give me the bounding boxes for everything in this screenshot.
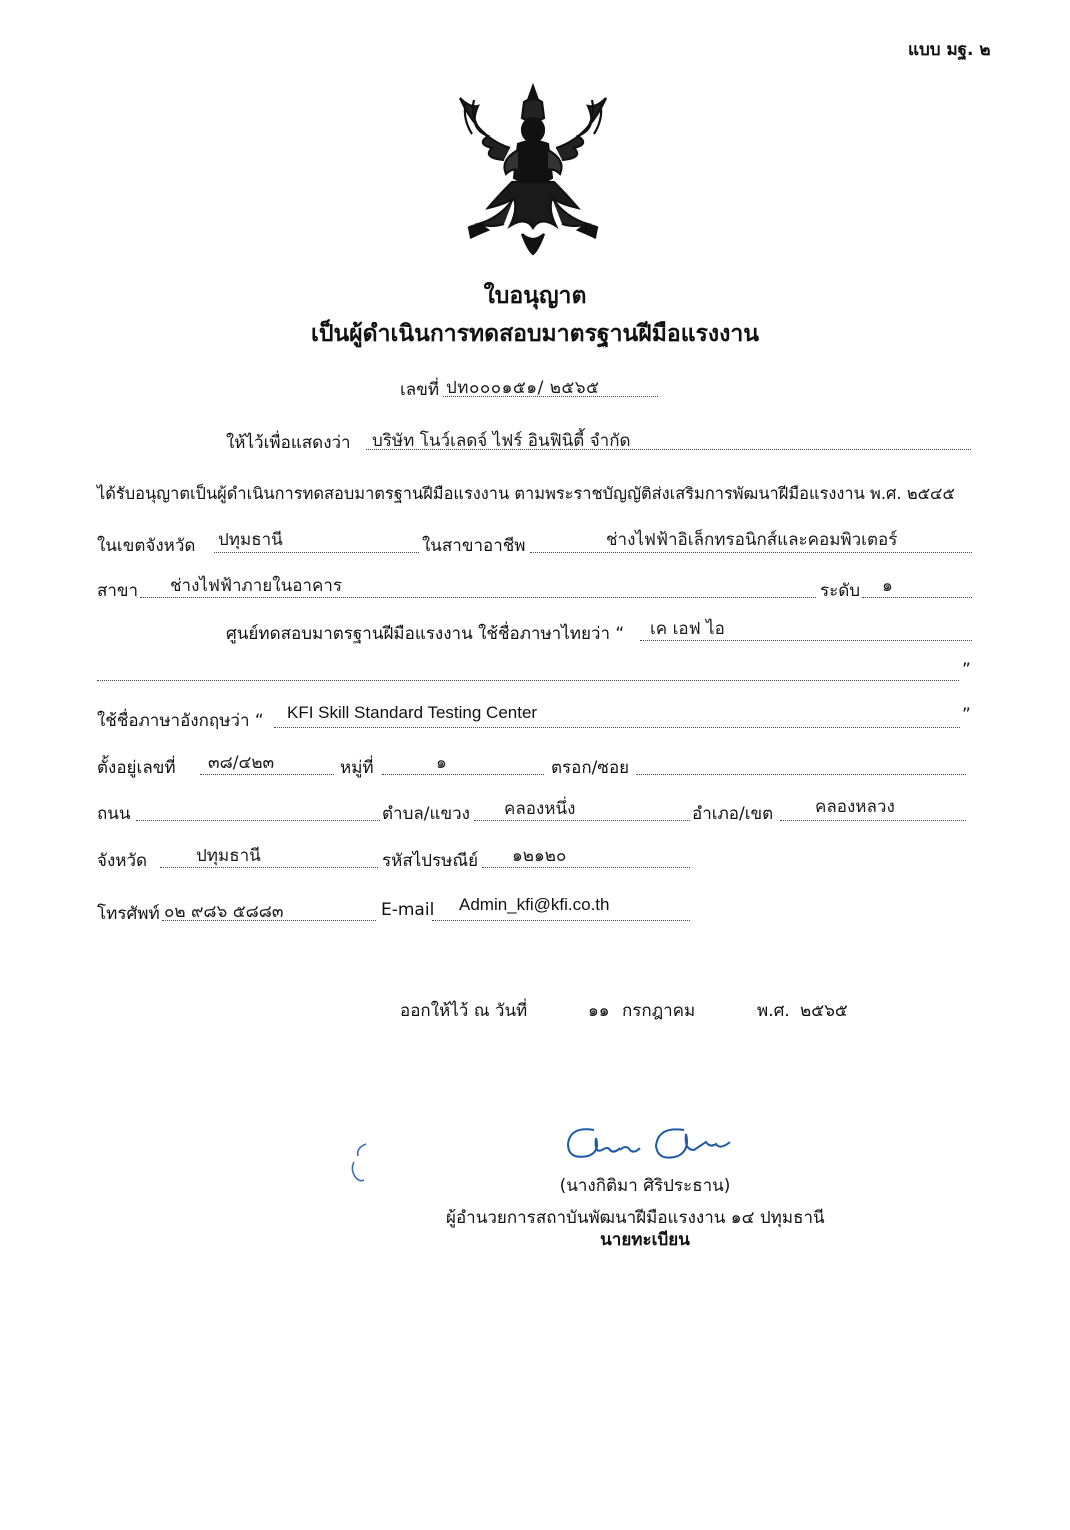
document-title: ใบอนุญาต [483,283,587,309]
signatory-name: (นางกิติมา ศิริประธาน) [559,1176,731,1196]
license-number: ปท๐๐๐๑๕๑/ ๒๕๖๕ [446,378,600,398]
level-label: ระดับ [820,581,861,601]
moo-label: หมู่ที่ [340,758,374,778]
postal-label: รหัสไปรษณีย์ [382,851,479,871]
center-english-line [274,727,960,728]
soi-line [636,774,966,775]
address-province-label: จังหวัด [97,851,148,871]
road-line [136,820,380,821]
email-line [432,920,690,921]
house-number-label: ตั้งอยู่เลขที่ [97,758,176,778]
postal-code: ๑๒๑๒๐ [512,846,567,866]
center-english-label: ใช้ชื่อภาษาอังกฤษว่า “ [97,711,264,731]
level-line [862,597,972,598]
address-province: ปทุมธานี [196,846,261,866]
form-code: แบบ มฐ. ๒ [908,40,991,60]
soi-label: ตรอก/ซอย [551,758,630,778]
center-english-close-quote: ” [962,705,971,725]
district-label: อำเภอ/เขต [692,804,774,824]
road-label: ถนน [97,804,131,824]
scope-province-label: ในเขตจังหวัด [97,536,196,556]
level: ๑ [882,576,893,596]
signature-icon [560,1120,740,1170]
garuda-emblem-icon [448,78,618,258]
holder-label: ให้ไว้เพื่อแสดงว่า [226,433,351,453]
holder-name: บริษัท โนว์เลดจ์ ไฟร์ อินฟินิตี้ จำกัด [372,431,631,451]
center-thai-name: เค เอฟ ไอ [650,619,725,639]
phone-label: โทรศัพท์ [97,904,160,924]
subdistrict: คลองหนึ่ง [504,799,576,819]
subdistrict-label: ตำบล/แขวง [382,804,470,824]
moo: ๑ [436,753,447,773]
issue-year: ๒๕๖๕ [800,1001,848,1021]
district: คลองหลวง [815,797,895,817]
document-subtitle: เป็นผู้ดำเนินการทดสอบมาตรฐานฝีมือแรงงาน [311,321,759,347]
email-label: E-mail [381,900,435,920]
license-statement: ได้รับอนุญาตเป็นผู้ดำเนินการทดสอบมาตรฐานฝีมือแรงงาน ตามพระราชบัญญัติส่งเสริมการพัฒนาฝีมือแรงงาน พ.ศ. ๒๕๔๕ [97,484,955,503]
issue-year-label: พ.ศ. [757,1001,790,1021]
occupation: ช่างไฟฟ้าอิเล็กทรอนิกส์และคอมพิวเตอร์ [606,530,898,550]
scope-province: ปทุมธานี [218,530,283,550]
phone-number: ๐๒ ๙๘๖ ๕๘๘๓ [164,902,284,922]
center-thai-label: ศูนย์ทดสอบมาตรฐานฝีมือแรงงาน ใช้ชื่อภาษาไทยว่า “ [226,624,625,644]
center-thai-line-2 [97,680,959,681]
moo-line [382,774,544,775]
issue-month: กรกฎาคม [622,1001,696,1021]
license-number-label: เลขที่ [400,380,440,400]
occupation-label: ในสาขาอาชีพ [422,536,526,556]
issue-day: ๑๑ [588,1001,610,1021]
branch-label: สาขา [97,581,139,601]
signatory-position: ผู้อำนวยการสถาบันพัฒนาฝีมือแรงงาน ๑๔ ปทุมธานี [446,1208,825,1228]
house-number: ๓๘/๔๒๓ [208,753,275,773]
center-english-name: KFI Skill Standard Testing Center [287,703,538,722]
center-thai-close-quote: ” [962,660,971,680]
branch: ช่างไฟฟ้าภายในอาคาร [170,576,342,596]
signatory-role: นายทะเบียน [600,1230,690,1250]
email-address: Admin_kfi@kfi.co.th [459,895,610,914]
issue-date-label: ออกให้ไว้ ณ วันที่ [400,1001,528,1021]
district-line [780,820,966,821]
address-province-line [160,867,378,868]
